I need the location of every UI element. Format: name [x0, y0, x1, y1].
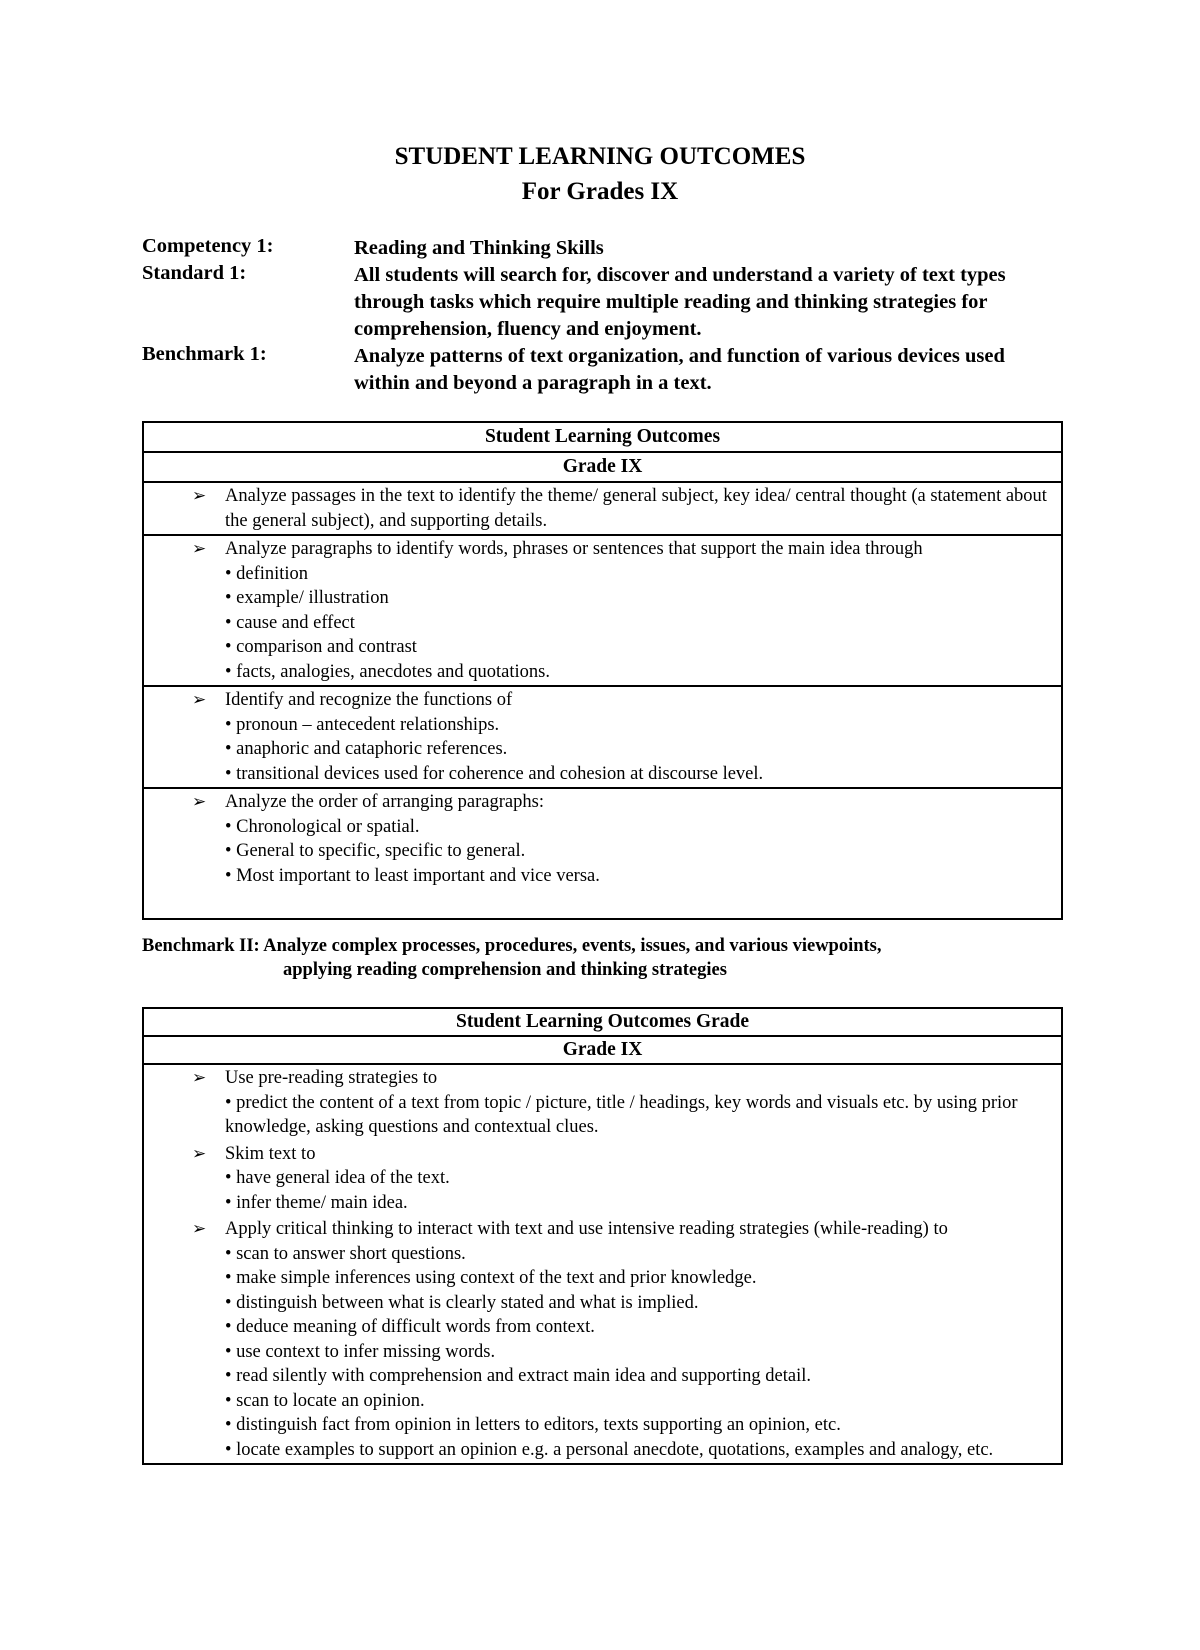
table2-grade: Grade IX [143, 1036, 1062, 1064]
page-title: STUDENT LEARNING OUTCOMES [394, 143, 806, 170]
list-item: • example/ illustration [225, 588, 389, 608]
list-item: • Most important to least important and vice versa. [225, 865, 600, 886]
outcome-lead: Analyze the order of arranging paragraphs: [225, 792, 544, 812]
arrow-bullet-icon: ➢ [192, 690, 207, 709]
list-item: • make simple inferences using context of the text and prior knowledge. [225, 1268, 757, 1288]
benchmark-2-line2: applying reading comprehension and thinking strategies [283, 960, 727, 980]
list-item: • distinguish fact from opinion in letters to editors, texts supporting an opinion, etc. [225, 1415, 841, 1435]
table1-grade: Grade IX [143, 452, 1062, 482]
standard-row [142, 262, 1062, 343]
outcome-lead: Identify and recognize the functions of [225, 690, 513, 710]
list-item: • distinguish between what is clearly stated and what is implied. [225, 1292, 699, 1313]
list-item: • transitional devices used for coherence and cohesion at discourse level. [225, 763, 764, 784]
arrow-bullet-icon: ➢ [192, 1143, 207, 1163]
arrow-bullet-icon: ➢ [192, 1068, 207, 1087]
arrow-bullet-icon: ➢ [192, 486, 207, 505]
competency-value: Reading and Thinking Skills [354, 237, 604, 259]
benchmark-label: Benchmark 1: [142, 343, 267, 365]
outcomes-table-2 [142, 1007, 1063, 1465]
list-item: • Chronological or spatial. [225, 816, 420, 837]
table-row [143, 535, 1062, 686]
competency-block [142, 235, 1062, 397]
table-row [143, 482, 1062, 535]
benchmark-2-heading [142, 934, 1102, 982]
outcome-lead: Analyze paragraphs to identify words, phrases or sentences that support the main idea through [225, 539, 923, 559]
standard-label: Standard 1: [142, 262, 247, 284]
competency-label: Competency 1: [142, 235, 274, 257]
arrow-bullet-icon: ➢ [192, 1219, 207, 1238]
standard-value: All students will search for, discover and understand a variety of text types through tasks which require multiple reading and thinking strategies for comprehension, fluency and enjoyment. [354, 264, 1006, 340]
benchmark-row [142, 343, 1062, 397]
arrow-bullet-icon: ➢ [192, 539, 207, 558]
outcome-lead: Skim text to [225, 1143, 316, 1164]
list-item: • have general idea of the text. [225, 1168, 450, 1188]
list-item: • deduce meaning of difficult words from context. [225, 1317, 595, 1337]
benchmark-2-line1: Benchmark II: Analyze complex processes, procedures, events, issues, and various viewpoints, [142, 936, 882, 956]
page-subtitle: For Grades IX [521, 178, 679, 205]
list-item: • General to specific, specific to general. [225, 841, 526, 861]
outcomes-table-1 [142, 421, 1063, 920]
list-item: • scan to answer short questions. [225, 1243, 466, 1264]
list-item: • definition [225, 563, 309, 584]
list-item: • locate examples to support an opinion e.g. a personal anecdote, quotations, examples and analogy, etc. [225, 1439, 994, 1460]
list-item: • scan to locate an opinion. [225, 1390, 425, 1411]
list-item: • predict the content of a text from topic / picture, title / headings, key words and visuals etc. by using prior knowledge, asking questions and contextual clues. [225, 1092, 1018, 1137]
list-item: • anaphoric and cataphoric references. [225, 739, 508, 759]
list-item: • comparison and contrast [225, 637, 417, 657]
table1-header: Student Learning Outcomes [143, 422, 1062, 452]
list-item: • read silently with comprehension and extract main idea and supporting detail. [225, 1366, 811, 1386]
table-row [143, 1064, 1062, 1464]
list-item: • infer theme/ main idea. [225, 1192, 408, 1213]
list-item: • cause and effect [225, 612, 355, 633]
competency-row [142, 235, 1062, 262]
table2-header: Student Learning Outcomes Grade [143, 1008, 1062, 1036]
outcome-lead: Apply critical thinking to interact with text and use intensive reading strategies (while-reading) to [225, 1219, 948, 1239]
benchmark-value: Analyze patterns of text organization, and function of various devices used within and beyond a paragraph in a text. [354, 345, 1005, 394]
list-item: • pronoun – antecedent relationships. [225, 714, 500, 735]
list-item: • facts, analogies, anecdotes and quotations. [225, 661, 550, 682]
outcome-lead: Analyze passages in the text to identify the theme/ general subject, key idea/ central thought (a statement about the general subject), and supporting details. [225, 486, 1047, 531]
arrow-bullet-icon: ➢ [192, 792, 207, 811]
table-row [143, 788, 1062, 919]
table-row [143, 686, 1062, 788]
list-item: • use context to infer missing words. [225, 1341, 496, 1362]
outcome-lead: Use pre-reading strategies to [225, 1068, 438, 1088]
